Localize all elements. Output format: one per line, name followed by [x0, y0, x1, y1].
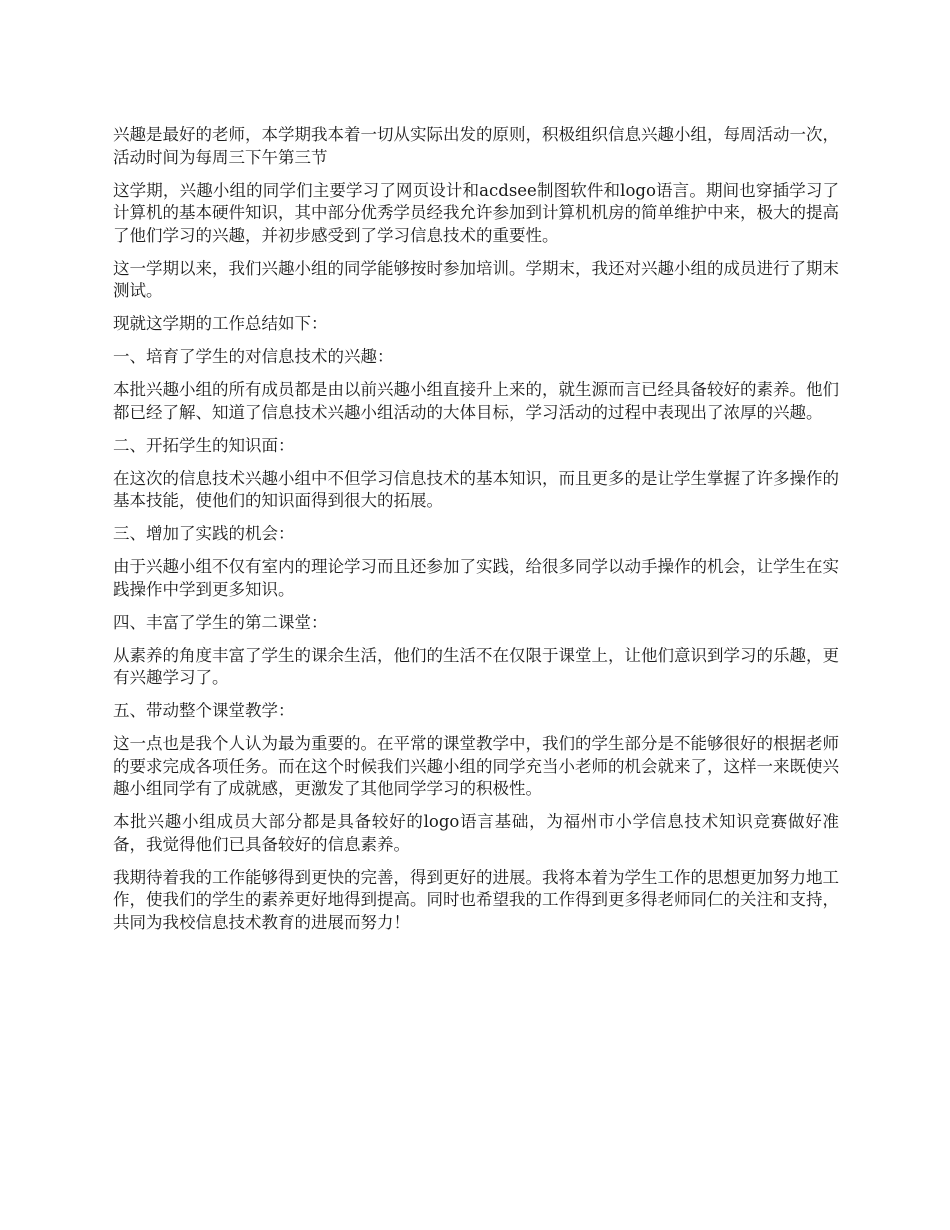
- paragraph-section-1: 本批兴趣小组的所有成员都是由以前兴趣小组直接升上来的，就生源而言已经具备较好的素养。他们都已经了解、知道了信息技术兴趣小组活动的大体目标，学习活动的过程中表现出了浓厚的兴趣。: [113, 380, 839, 422]
- paragraph-section-2: 在这次的信息技术兴趣小组中不但学习信息技术的基本知识，而且更多的是让学生掌握了许多操作的基本技能，使他们的知识面得到很大的拓展。: [113, 468, 839, 510]
- section-heading-2: 二、开拓学生的知识面：: [113, 435, 295, 455]
- section-heading-5: 五、带动整个课堂教学：: [113, 701, 295, 720]
- section-heading-3: 三、增加了实践的机会：: [113, 524, 295, 543]
- paragraph-logo-foundation: 本批兴趣小组成员大部分都是具备较好的logo语言基础，为福州市小学信息技术知识竞赛做好准备，我觉得他们已具备较好的信息素养。: [113, 812, 839, 854]
- paragraph-closing: 我期待着我的工作能够得到更快的完善，得到更好的进展。我将本着为学生工作的思想更加努力地工作，使我们的学生的素养更好地得到提高。同时也希望我的工作得到更多得老师同仁的关注和支持，共同为我校信息技术教育的进展而努力！: [113, 867, 839, 932]
- document-body: [113, 124, 839, 945]
- section-heading-1: 一、培育了学生的对信息技术的兴趣：: [113, 347, 394, 366]
- paragraph-section-5: 这一点也是我个人认为最为重要的。在平常的课堂教学中，我们的学生部分是不能够很好的根据老师的要求完成各项任务。而在这个时候我们兴趣小组的同学充当小老师的机会就来了，这样一来既使兴趣小组同学有了成就感，更激发了其他同学学习的积极性。: [113, 734, 839, 798]
- paragraph-section-3: 由于兴趣小组不仅有室内的理论学习而且还参加了实践，给很多同学以动手操作的机会，让学生在实践操作中学到更多知识。: [113, 557, 839, 599]
- paragraph-section-4: 从素养的角度丰富了学生的课余生活，他们的生活不在仅限于课堂上，让他们意识到学习的乐趣，更有兴趣学习了。: [113, 645, 839, 687]
- paragraph-attendance: 这一学期以来，我们兴趣小组的同学能够按时参加培训。学期末，我还对兴趣小组的成员进行了期末测试。: [113, 258, 839, 300]
- paragraph-intro: 兴趣是最好的老师，本学期我本着一切从实际出发的原则，积极组织信息兴趣小组，每周活动一次，活动时间为每周三下午第三节: [113, 125, 839, 167]
- paragraph-study-content: 这学期，兴趣小组的同学们主要学习了网页设计和acdsee制图软件和logo语言。期间也穿插学习了计算机的基本硬件知识，其中部分优秀学员经我允许参加到计算机机房的简单维护中来，极大的提高了他们学习的兴趣，并初步感受到了学习信息技术的重要性。: [113, 180, 839, 245]
- section-heading-4: 四、丰富了学生的第二课堂：: [113, 612, 328, 632]
- paragraph-summary-lead: 现就这学期的工作总结如下：: [113, 314, 328, 333]
